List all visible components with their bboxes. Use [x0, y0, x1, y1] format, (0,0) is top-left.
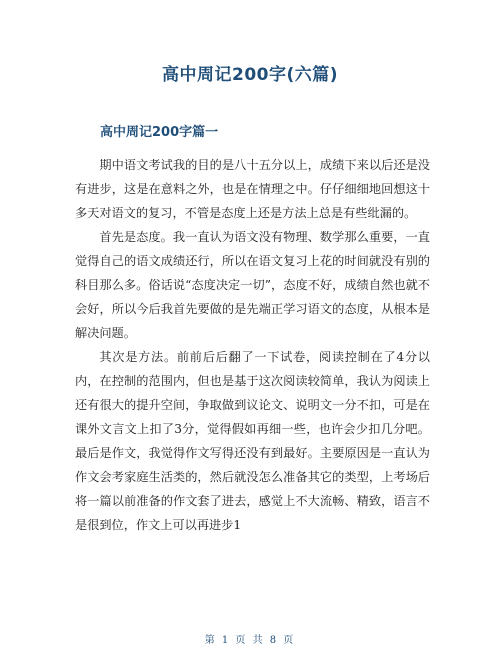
document-title: 高中周记200字(六篇) — [161, 65, 339, 85]
document-body — [75, 153, 430, 537]
paragraph-3: 其次是方法。前前后后翻了一下试卷，阅读控制在了4分以内，在控制的范围内，但也是基于这次阅读较简单，我认为阅读上还有很大的提升空间，争取做到议论文、说明文一分不扣，可是在课外文言文上扣了3分，觉得假如再细一些，也许会少扣几分吧。最后是作文，我觉得作文写得还没有到最好。主要原因是一直认为作文会考家庭生活类的，然后就没怎么准备其它的类型，上考场后将一篇以前准备的作文套了进去，感觉上不大流畅、精致，语言不是很到位，作文上可以再进步1 — [75, 350, 430, 532]
paragraph-1: 期中语文考试我的目的是八十五分以上，成绩下来以后还是没有进步，这是在意料之外，也是在情理之中。仔仔细细地回想这十多天对语文的复习，不管是态度上还是方法上总是有些纰漏的。 — [75, 158, 430, 220]
page-number-footer: 第 1 页 共 8 页 — [204, 635, 296, 646]
paragraph-2: 首先是态度。我一直认为语文没有物理、数学那么重要，一直觉得自己的语文成绩还行，所以在语文复习上花的时间就没有别的科目那么多。俗话说“态度决定一切”，态度不好，成绩自然也就不会好，所以今后我首先要做的是先端正学习语文的态度，从根本是解决问题。 — [75, 230, 430, 340]
section-heading: 高中周记200字篇一 — [100, 125, 219, 140]
